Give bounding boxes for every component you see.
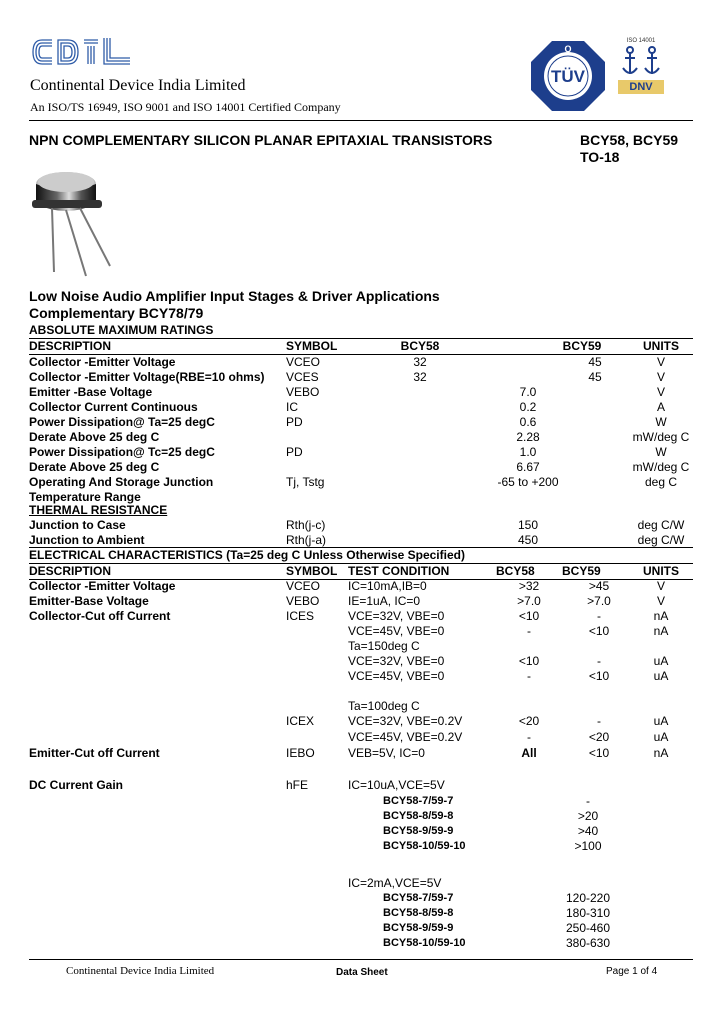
- hfe-group-row: [0, 921, 720, 936]
- electrical-row: [0, 730, 720, 745]
- rating-common-value: 0.2: [519, 400, 537, 414]
- param-bcy58: -: [527, 669, 531, 683]
- certification-line: An ISO/TS 16949, ISO 9001 and ISO 14001 Certified Company: [30, 100, 341, 114]
- rating-bcy59: 45: [588, 370, 602, 384]
- col-units: UNITS: [643, 564, 679, 578]
- rating-unit: V: [656, 385, 665, 399]
- rating-description: Collector -Emitter Voltage: [29, 355, 176, 369]
- electrical-row: [0, 714, 720, 729]
- thermal-row: [0, 533, 720, 548]
- rating-description: Temperature Range: [29, 490, 141, 504]
- param-unit: uA: [653, 714, 669, 728]
- hfe-group-row: [0, 906, 720, 921]
- col-bcy59: BCY59: [562, 339, 602, 353]
- footer-company: Continental Device India Limited: [66, 965, 215, 977]
- param-description: Emitter-Base Voltage: [29, 594, 149, 608]
- rating-common-value: 1.0: [519, 445, 537, 459]
- hfe-part-number: BCY58-7/59-7: [383, 892, 454, 904]
- rating-unit: A: [656, 400, 665, 414]
- dnv-logo-band: DNV: [618, 80, 664, 94]
- part-numbers: BCY58, BCY59: [580, 132, 679, 148]
- param-condition: IE=1uA, IC=0: [348, 594, 421, 608]
- rating-symbol: Tj, Tstg: [286, 475, 325, 489]
- rating-description: Power Dissipation@ Ta=25 degC: [29, 415, 215, 429]
- rating-description: Derate Above 25 deg C: [29, 430, 160, 444]
- rating-symbol: IC: [286, 400, 298, 414]
- rating-common-value: -65 to +200: [497, 475, 559, 489]
- footer-divider: [29, 959, 693, 960]
- thermal-symbol: Rth(j-a): [286, 533, 327, 547]
- param-bcy58: All: [521, 746, 537, 760]
- cdil-logo: [30, 34, 135, 75]
- param-bcy59: >45: [588, 579, 610, 593]
- hfe-group-row: [0, 839, 720, 854]
- thermal-value: 150: [517, 518, 539, 532]
- thermal-description: Junction to Ambient: [29, 533, 145, 547]
- svg-text:Q: Q: [564, 44, 572, 54]
- rating-description: Emitter -Base Voltage: [29, 385, 153, 399]
- param-bcy59: -: [597, 654, 601, 668]
- thermal-symbol: Rth(j-c): [286, 518, 326, 532]
- param-bcy59: -: [597, 609, 601, 623]
- param-symbol: ICES: [286, 609, 315, 623]
- param-condition: Ta=150deg C: [348, 639, 420, 653]
- param-condition: VCE=45V, VBE=0: [348, 669, 445, 683]
- abs-max-heading: ABSOLUTE MAXIMUM RATINGS: [29, 323, 214, 337]
- rating-unit: V: [656, 355, 665, 369]
- hfe-part-number: BCY58-7/59-7: [383, 795, 454, 807]
- rating-description: Derate Above 25 deg C: [29, 460, 160, 474]
- hfe-group-row: [0, 891, 720, 906]
- hfe-value: >100: [574, 839, 602, 853]
- hfe-value: >20: [577, 809, 599, 823]
- col-description: DESCRIPTION: [29, 339, 112, 353]
- param-symbol: ICEX: [286, 714, 315, 728]
- electrical-row: [0, 746, 720, 761]
- hfe-group-row: [0, 794, 720, 809]
- hfe-group-row: [0, 824, 720, 839]
- company-name: Continental Device India Limited: [30, 77, 246, 94]
- hfe-row: [0, 778, 720, 793]
- param-condition: VEB=5V, IC=0: [348, 746, 425, 760]
- thermal-value: 450: [517, 533, 539, 547]
- hfe-value: 180-310: [565, 906, 611, 920]
- dnv-certification-logo: [618, 38, 664, 94]
- abs-max-header-row: [0, 339, 720, 354]
- param-condition: VCE=32V, VBE=0: [348, 654, 445, 668]
- param-unit: V: [656, 579, 665, 593]
- document-title: NPN COMPLEMENTARY SILICON PLANAR EPITAXIAL TRANSISTORS: [29, 132, 493, 148]
- hfe-value: 250-460: [565, 921, 611, 935]
- abs-max-row: [0, 415, 720, 430]
- param-unit: nA: [653, 609, 669, 623]
- package-type: TO-18: [580, 149, 620, 165]
- abs-max-row: [0, 430, 720, 445]
- rating-unit: V: [656, 370, 665, 384]
- param-symbol: IEBO: [286, 746, 315, 760]
- param-bcy59: <20: [588, 730, 610, 744]
- dnv-iso-text: ISO 14001: [626, 38, 656, 44]
- hfe-symbol: hFE: [286, 778, 309, 792]
- rating-bcy58: 32: [413, 370, 427, 384]
- col-symbol: SYMBOL: [286, 564, 338, 578]
- param-bcy58: <10: [518, 609, 540, 623]
- col-description: DESCRIPTION: [29, 564, 112, 578]
- param-bcy59: -: [597, 714, 601, 728]
- hfe-group-row: [0, 936, 720, 951]
- hfe-description: DC Current Gain: [29, 778, 124, 792]
- rating-common-value: 0.6: [519, 415, 537, 429]
- abs-max-row: [0, 355, 720, 370]
- param-bcy59: <10: [588, 669, 610, 683]
- transistor-package-image: [24, 162, 134, 287]
- param-bcy58: >32: [518, 579, 540, 593]
- header-divider: [29, 120, 693, 121]
- electrical-row: [0, 594, 720, 609]
- rating-symbol: VCEO: [286, 355, 321, 369]
- svg-text:TÜV: TÜV: [551, 67, 585, 86]
- col-bcy59: BCY59: [562, 564, 601, 578]
- rating-unit: W: [655, 415, 667, 429]
- param-symbol: VEBO: [286, 594, 320, 608]
- abs-max-row: [0, 475, 720, 490]
- hfe-condition-2: IC=2mA,VCE=5V: [348, 876, 442, 890]
- hfe-condition-2-row: [0, 876, 720, 891]
- col-test-condition: TEST CONDITION: [348, 564, 450, 578]
- electrical-row: [0, 579, 720, 594]
- param-unit: V: [656, 594, 665, 608]
- abs-max-row: [0, 460, 720, 475]
- footer-doc-type: Data Sheet: [336, 967, 388, 978]
- rating-unit: W: [655, 445, 667, 459]
- hfe-condition-1: IC=10uA,VCE=5V: [348, 778, 445, 792]
- param-bcy58: <20: [518, 714, 540, 728]
- param-bcy59: <10: [588, 624, 610, 638]
- rating-symbol: PD: [286, 415, 303, 429]
- thermal-unit: deg C/W: [637, 518, 685, 532]
- rating-description: Collector -Emitter Voltage(RBE=10 ohms): [29, 370, 265, 384]
- param-condition: IC=10mA,IB=0: [348, 579, 427, 593]
- electrical-row: [0, 639, 720, 654]
- hfe-part-number: BCY58-10/59-10: [383, 937, 466, 949]
- footer-page: Page 1 of 4: [606, 966, 658, 977]
- hfe-group-row: [0, 809, 720, 824]
- rating-common-value: 2.28: [516, 430, 540, 444]
- hfe-part-number: BCY58-9/59-9: [383, 825, 454, 837]
- rating-unit: mW/deg C: [632, 430, 690, 444]
- abs-max-row: [0, 400, 720, 415]
- rating-bcy58: 32: [413, 355, 427, 369]
- electrical-heading: ELECTRICAL CHARACTERISTICS (Ta=25 deg C Unless Otherwise Specified): [29, 548, 465, 562]
- param-unit: uA: [653, 669, 669, 683]
- param-bcy58: <10: [518, 654, 540, 668]
- rating-bcy59: 45: [588, 355, 602, 369]
- param-bcy58: >7.0: [517, 594, 541, 608]
- hfe-value: -: [586, 794, 590, 808]
- thermal-unit: deg C/W: [637, 533, 685, 547]
- col-bcy58: BCY58: [496, 564, 535, 578]
- abs-max-row: [0, 445, 720, 460]
- complementary-title: Complementary BCY78/79: [29, 305, 204, 321]
- param-description: Collector -Emitter Voltage: [29, 579, 176, 593]
- param-description: Collector-Cut off Current: [29, 609, 171, 623]
- param-bcy59: >7.0: [587, 594, 611, 608]
- param-symbol: VCEO: [286, 579, 321, 593]
- thermal-row: [0, 518, 720, 533]
- param-unit: uA: [653, 654, 669, 668]
- thermal-heading: THERMAL RESISTANCE: [29, 503, 168, 517]
- hfe-value: 120-220: [565, 891, 611, 905]
- hfe-part-number: BCY58-8/59-8: [383, 810, 454, 822]
- param-unit: nA: [653, 746, 669, 760]
- electrical-header-row: [0, 564, 720, 579]
- param-unit: uA: [653, 730, 669, 744]
- col-units: UNITS: [643, 339, 679, 353]
- param-bcy58: -: [527, 730, 531, 744]
- rating-description: Operating And Storage Junction: [29, 475, 214, 489]
- param-condition: VCE=45V, VBE=0: [348, 624, 445, 638]
- param-unit: nA: [653, 624, 669, 638]
- rating-description: Power Dissipation@ Tc=25 degC: [29, 445, 215, 459]
- electrical-row: [0, 624, 720, 639]
- electrical-row: [0, 699, 720, 714]
- param-condition: VCE=32V, VBE=0.2V: [348, 714, 463, 728]
- param-bcy59: <10: [588, 746, 610, 760]
- hfe-part-number: BCY58-10/59-10: [383, 840, 466, 852]
- hfe-part-number: BCY58-8/59-8: [383, 907, 454, 919]
- param-condition: VCE=32V, VBE=0: [348, 609, 445, 623]
- rating-common-value: 7.0: [519, 385, 537, 399]
- col-bcy58: BCY58: [400, 339, 440, 353]
- abs-max-row: [0, 385, 720, 400]
- thermal-description: Junction to Case: [29, 518, 126, 532]
- rating-description: Collector Current Continuous: [29, 400, 198, 414]
- param-condition: Ta=100deg C: [348, 699, 420, 713]
- rating-symbol: PD: [286, 445, 303, 459]
- rating-common-value: 6.67: [516, 460, 540, 474]
- electrical-row: [0, 654, 720, 669]
- rating-symbol: VEBO: [286, 385, 320, 399]
- rating-unit: deg C: [644, 475, 678, 489]
- electrical-row: [0, 669, 720, 684]
- electrical-row: [0, 609, 720, 624]
- param-condition: VCE=45V, VBE=0.2V: [348, 730, 463, 744]
- tuv-certification-logo: [530, 40, 606, 117]
- hfe-value: >40: [577, 824, 599, 838]
- param-bcy58: -: [527, 624, 531, 638]
- hfe-value: 380-630: [565, 936, 611, 950]
- param-description: Emitter-Cut off Current: [29, 746, 160, 760]
- rating-symbol: VCES: [286, 370, 319, 384]
- abs-max-row: [0, 370, 720, 385]
- col-symbol: SYMBOL: [286, 339, 338, 353]
- rating-unit: mW/deg C: [632, 460, 690, 474]
- hfe-part-number: BCY58-9/59-9: [383, 922, 454, 934]
- application-title: Low Noise Audio Amplifier Input Stages & Driver Applications: [29, 288, 440, 304]
